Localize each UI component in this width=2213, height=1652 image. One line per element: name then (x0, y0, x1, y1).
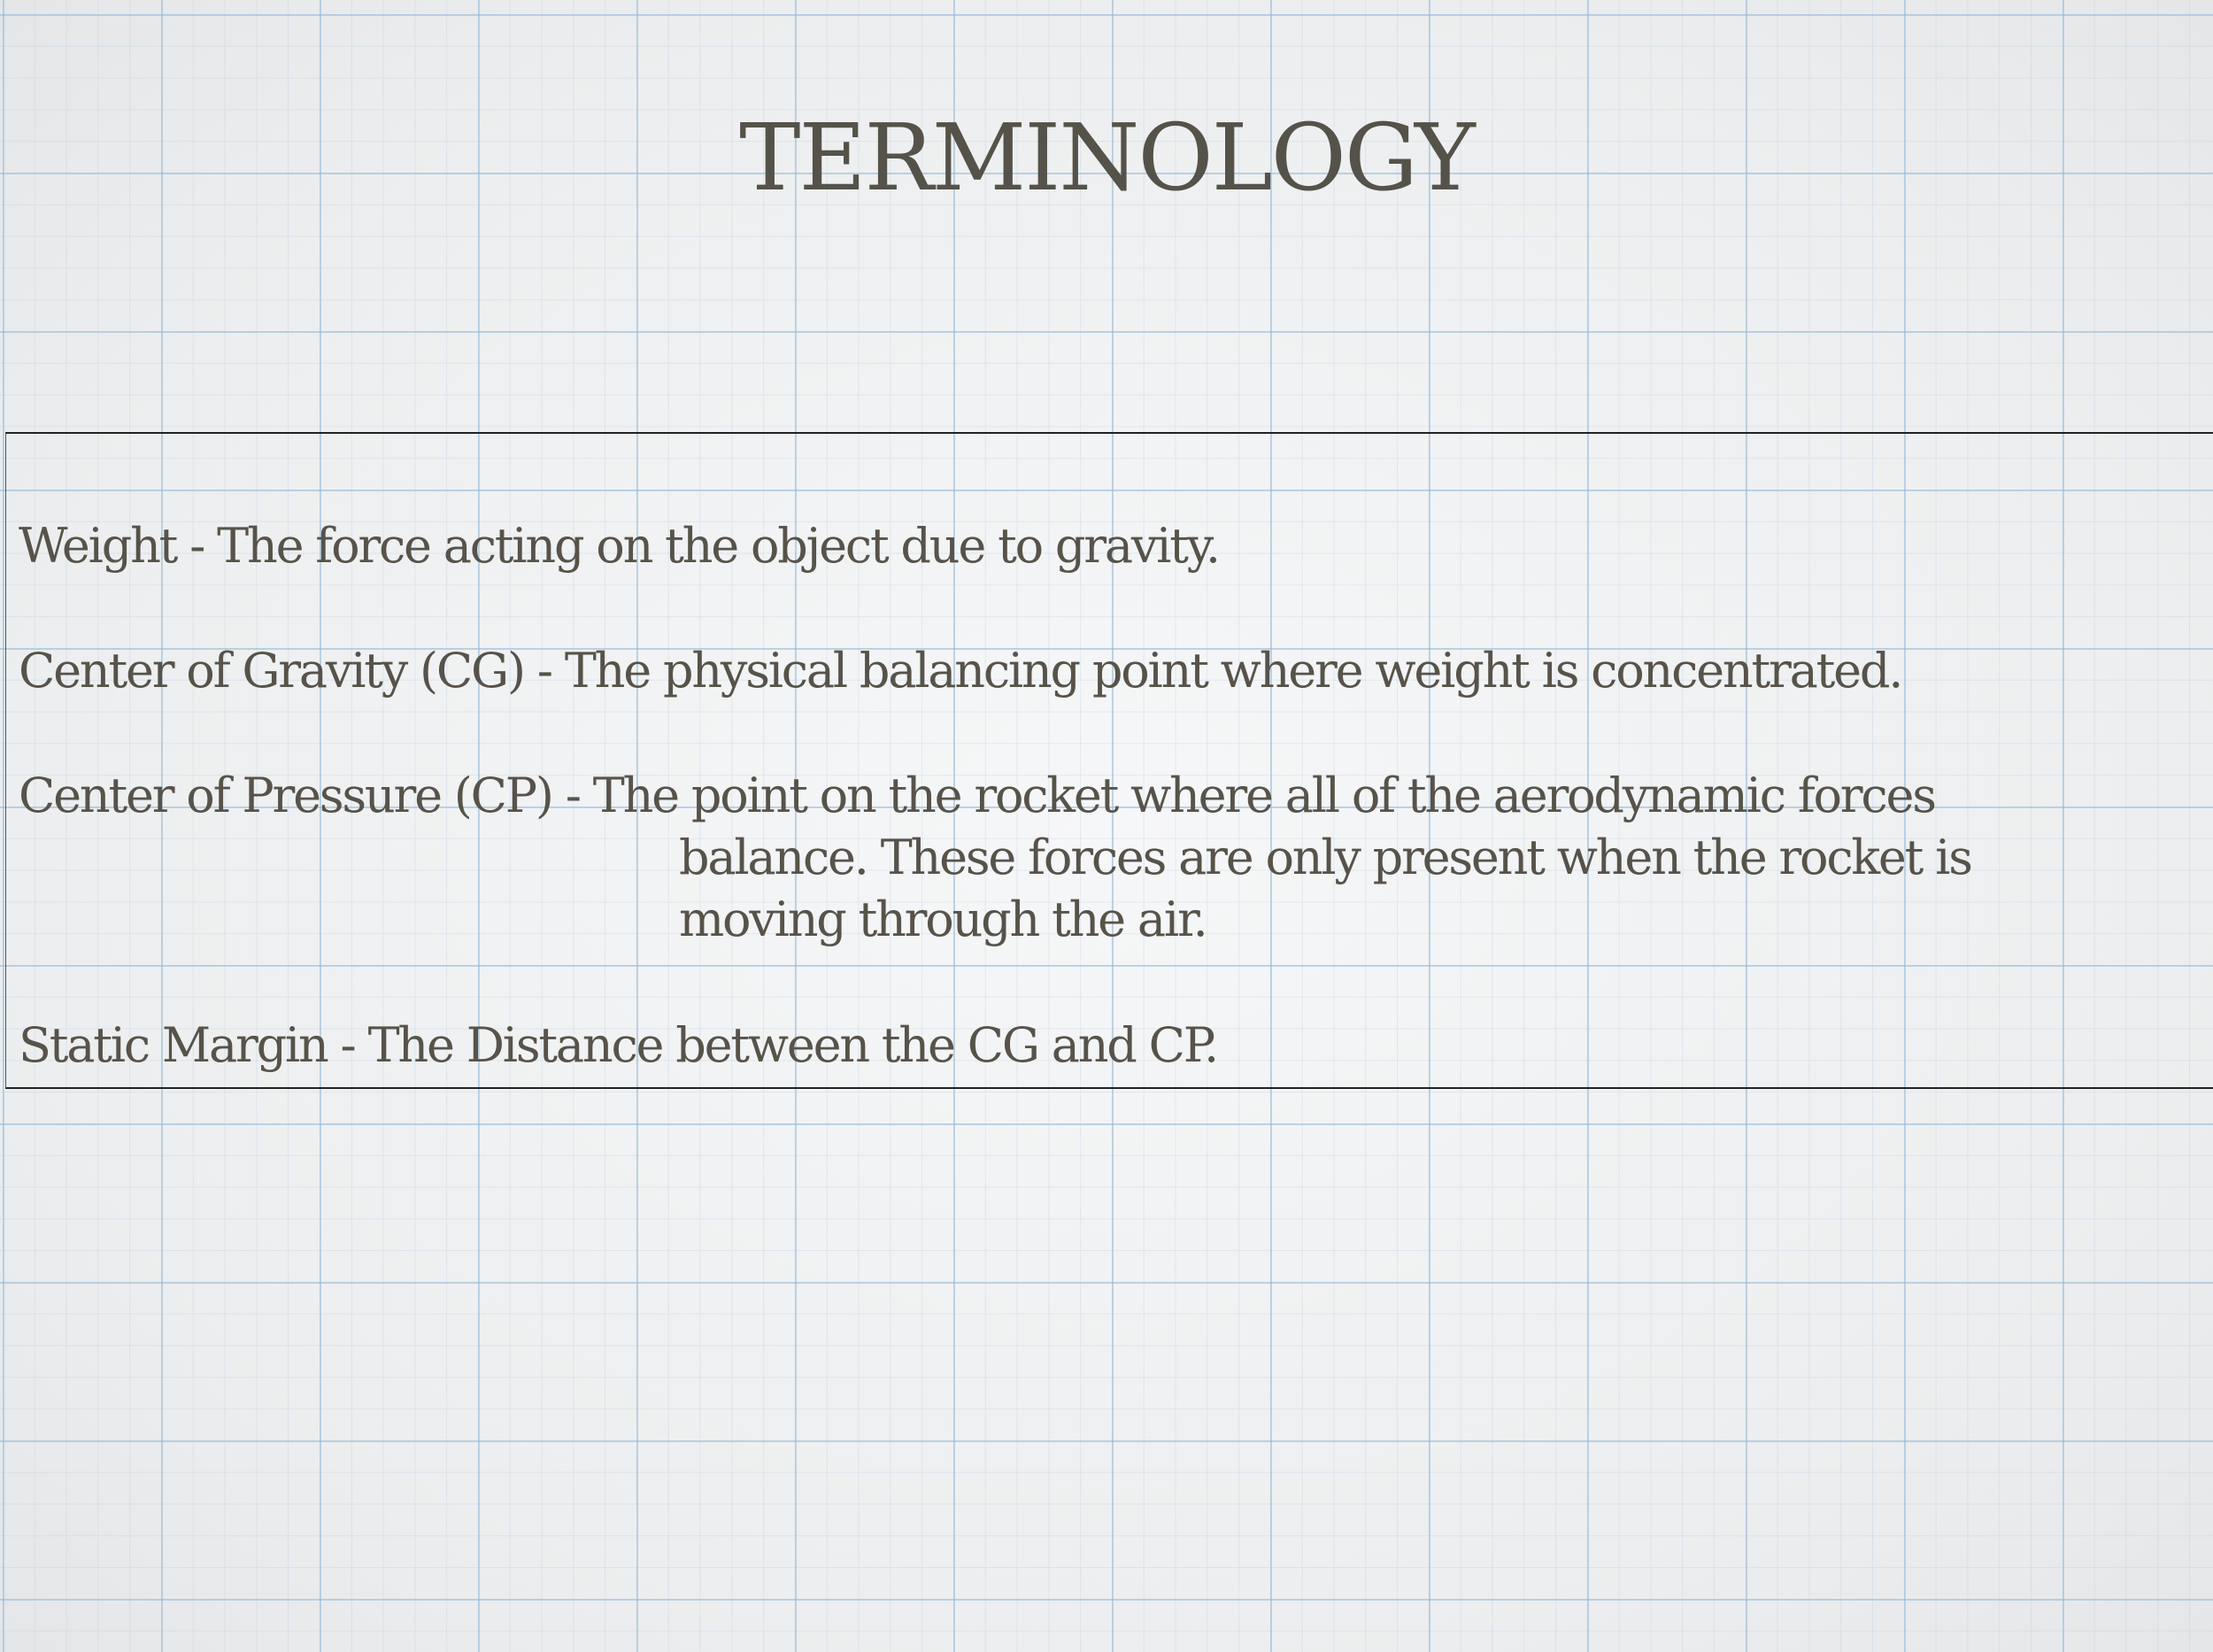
terminology-list (5, 432, 2213, 1089)
term-definition: The point on the rocket where all of the aerodynamic forces (592, 768, 1935, 823)
term-line (19, 765, 1971, 827)
term-definition: The physical balancing point where weight is concentrated. (564, 643, 1902, 699)
term-separator: - (327, 1017, 368, 1073)
term-label: Center of Gravity (CG) (19, 643, 524, 699)
term-definition-continued: balance. These forces are only present when the rocket is (679, 830, 1971, 885)
term-line (19, 640, 1901, 702)
term-static-margin (19, 1015, 1217, 1077)
term-line (19, 515, 1219, 577)
term-label: Static Margin (19, 1017, 328, 1073)
term-separator: - (176, 518, 218, 574)
term-label: Weight (19, 518, 177, 574)
term-definition: The force acting on the object due to gravity. (217, 518, 1219, 574)
term-center-of-gravity (19, 640, 1901, 702)
slide-title: TERMINOLOGY (739, 104, 1474, 212)
term-weight (19, 515, 1219, 577)
term-center-of-pressure (19, 765, 1971, 951)
term-separator: - (551, 768, 593, 823)
term-definition: The Distance between the CG and CP. (367, 1017, 1217, 1073)
term-label: Center of Pressure (CP) (19, 768, 552, 823)
term-line (19, 1015, 1217, 1077)
term-definition-continued: moving through the air. (679, 892, 1207, 947)
term-separator: - (523, 643, 565, 699)
